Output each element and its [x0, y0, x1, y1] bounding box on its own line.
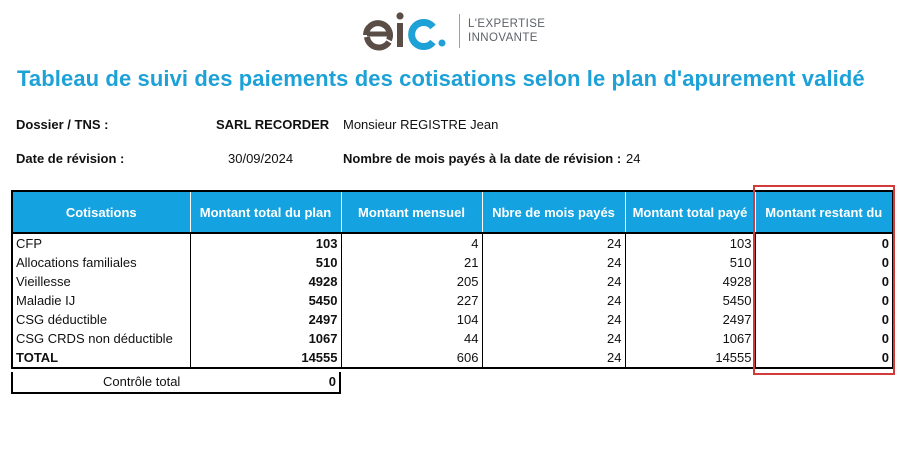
- control-total-value: 0: [328, 374, 336, 389]
- eic-logo-icon: [363, 11, 449, 51]
- header-montant-mensuel: Montant mensuel: [341, 191, 482, 233]
- table-row: [12, 253, 893, 272]
- months-paid-label: Nombre de mois payés à la date de révision :: [343, 151, 622, 166]
- cell-cotisation: CSG déductible: [12, 310, 190, 329]
- cell-mois: 24: [482, 291, 625, 310]
- cell-total-paye: 4928: [625, 272, 755, 291]
- cell-total-paye: 510: [625, 253, 755, 272]
- cell-total-paye: 2497: [625, 310, 755, 329]
- cell-mois: 24: [482, 348, 625, 368]
- cell-total-plan: 103: [190, 233, 341, 253]
- cell-mensuel: 606: [341, 348, 482, 368]
- company-logo: [363, 10, 545, 52]
- logo-tagline: [468, 17, 545, 45]
- dossier-person: Monsieur REGISTRE Jean: [343, 117, 499, 132]
- cell-total-plan: 14555: [190, 348, 341, 368]
- cell-cotisation: CSG CRDS non déductible: [12, 329, 190, 348]
- page-title: Tableau de suivi des paiements des cotisations selon le plan d'apurement validé: [17, 66, 865, 91]
- payments-table: [11, 190, 894, 369]
- cell-mensuel: 227: [341, 291, 482, 310]
- cell-total-plan: 5450: [190, 291, 341, 310]
- dossier-label: Dossier / TNS :: [16, 117, 109, 132]
- cell-total-label: TOTAL: [12, 348, 190, 368]
- cell-total-paye: 5450: [625, 291, 755, 310]
- cell-mensuel: 44: [341, 329, 482, 348]
- control-total-row: [11, 372, 341, 394]
- eic-logo-mark: [363, 11, 449, 51]
- logo-tagline-line2: INNOVANTE: [468, 32, 538, 44]
- cell-mois: 24: [482, 329, 625, 348]
- cell-total-plan: 1067: [190, 329, 341, 348]
- cell-total-paye: 1067: [625, 329, 755, 348]
- header-cotisations: Cotisations: [12, 191, 190, 233]
- cell-mois: 24: [482, 272, 625, 291]
- revision-label: Date de révision :: [16, 151, 125, 166]
- table-total-row: [12, 348, 893, 368]
- control-total-label: Contrôle total: [103, 374, 181, 389]
- cell-mois: 24: [482, 310, 625, 329]
- cell-restant: 0: [755, 272, 893, 291]
- table-row: [12, 329, 893, 348]
- cell-mensuel: 4: [341, 233, 482, 253]
- cell-total-plan: 510: [190, 253, 341, 272]
- cell-mois: 24: [482, 233, 625, 253]
- cell-restant: 0: [755, 348, 893, 368]
- cell-total-paye: 14555: [625, 348, 755, 368]
- cell-restant: 0: [755, 291, 893, 310]
- cell-restant: 0: [755, 329, 893, 348]
- logo-separator: [459, 14, 460, 48]
- table-header-row: [12, 191, 893, 233]
- cell-mensuel: 21: [341, 253, 482, 272]
- cell-mensuel: 205: [341, 272, 482, 291]
- cell-cotisation: Maladie IJ: [12, 291, 190, 310]
- months-paid-value: 24: [626, 151, 641, 166]
- cell-cotisation: Vieillesse: [12, 272, 190, 291]
- cell-cotisation: Allocations familiales: [12, 253, 190, 272]
- cell-mensuel: 104: [341, 310, 482, 329]
- cell-cotisation: CFP: [12, 233, 190, 253]
- cell-total-plan: 2497: [190, 310, 341, 329]
- cell-restant: 0: [755, 310, 893, 329]
- header-montant-total-paye: Montant total payé: [625, 191, 755, 233]
- cell-restant: 0: [755, 253, 893, 272]
- dossier-company: SARL RECORDER: [216, 117, 330, 132]
- cell-total-plan: 4928: [190, 272, 341, 291]
- header-montant-total-plan: Montant total du plan: [190, 191, 341, 233]
- table-row: [12, 272, 893, 291]
- cell-total-paye: 103: [625, 233, 755, 253]
- cell-mois: 24: [482, 253, 625, 272]
- revision-date: 30/09/2024: [228, 151, 294, 166]
- table-row: [12, 291, 893, 310]
- cell-restant: 0: [755, 233, 893, 253]
- header-montant-restant-du: Montant restant du: [755, 191, 893, 233]
- logo-tagline-line1: L'EXPERTISE: [468, 18, 546, 30]
- table-row: [12, 233, 893, 253]
- table-row: [12, 310, 893, 329]
- header-nbre-mois-payes: Nbre de mois payés: [482, 191, 625, 233]
